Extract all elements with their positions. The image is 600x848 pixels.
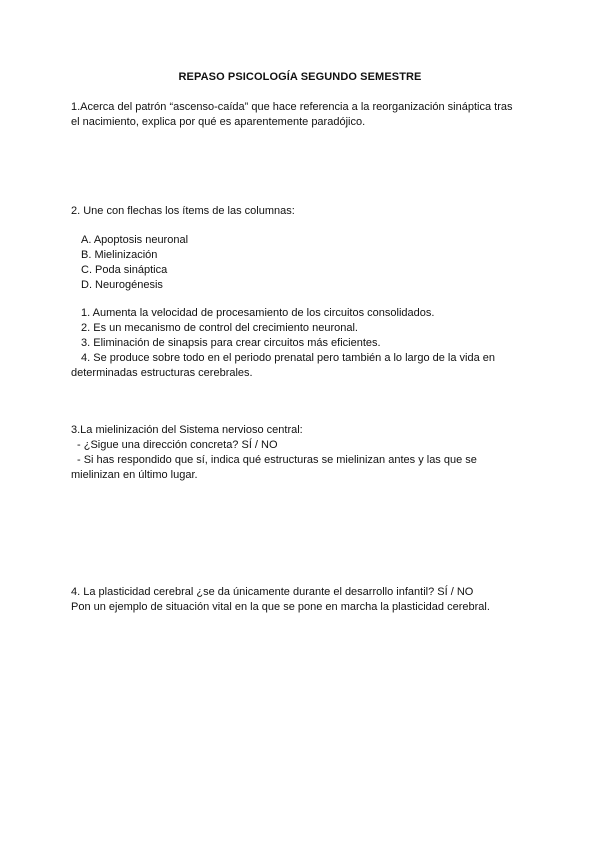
question-2-text: 2. Une con flechas los ítems de las columnas: bbox=[71, 205, 295, 217]
letter-item-c: C. Poda sináptica bbox=[81, 264, 168, 276]
number-item-4: 4. Se produce sobre todo en el periodo prenatal pero también a lo largo de la vida en bbox=[81, 352, 496, 364]
question-3-text: 3.La mielinización del Sistema nervioso central: bbox=[71, 424, 303, 436]
question-3-sub-1: - ¿Sigue una dirección concreta? SÍ / NO bbox=[77, 439, 278, 451]
number-item-1: 1. Aumenta la velocidad de procesamiento de los circuitos consolidados. bbox=[81, 307, 435, 319]
question-2-letter-column bbox=[71, 233, 541, 293]
question-2-prompt bbox=[71, 204, 541, 219]
question-4-line-1: 4. La plasticidad cerebral ¿se da únicamente durante el desarrollo infantil? SÍ / NO bbox=[71, 586, 474, 598]
question-4-line-2: Pon un ejemplo de situación vital en la que se pone en marcha la plasticidad cerebral. bbox=[71, 601, 490, 613]
question-2-number-column bbox=[71, 306, 541, 381]
question-3 bbox=[71, 423, 541, 483]
number-item-2: 2. Es un mecanismo de control del crecimiento neuronal. bbox=[81, 322, 358, 334]
number-item-4-continuation: determinadas estructuras cerebrales. bbox=[71, 367, 253, 379]
letter-item-d: D. Neurogénesis bbox=[81, 279, 163, 291]
question-3-sub-2: - Si has respondido que sí, indica qué estructuras se mielinizan antes y las que se bbox=[77, 454, 477, 466]
letter-item-b: B. Mielinización bbox=[81, 249, 158, 261]
question-3-sub-2-continuation: mielinizan en último lugar. bbox=[71, 469, 198, 481]
number-item-3: 3. Eliminación de sinapsis para crear circuitos más eficientes. bbox=[81, 337, 381, 349]
question-4 bbox=[71, 585, 541, 615]
page-title: REPASO PSICOLOGÍA SEGUNDO SEMESTRE bbox=[178, 71, 422, 83]
question-1-line-1: 1.Acerca del patrón “ascenso-caída” que hace referencia a la reorganización sináptica tras bbox=[71, 101, 513, 113]
question-1-line-2: el nacimiento, explica por qué es aparentemente paradójico. bbox=[71, 116, 366, 128]
letter-item-a: A. Apoptosis neuronal bbox=[81, 234, 189, 246]
question-1 bbox=[71, 100, 541, 130]
